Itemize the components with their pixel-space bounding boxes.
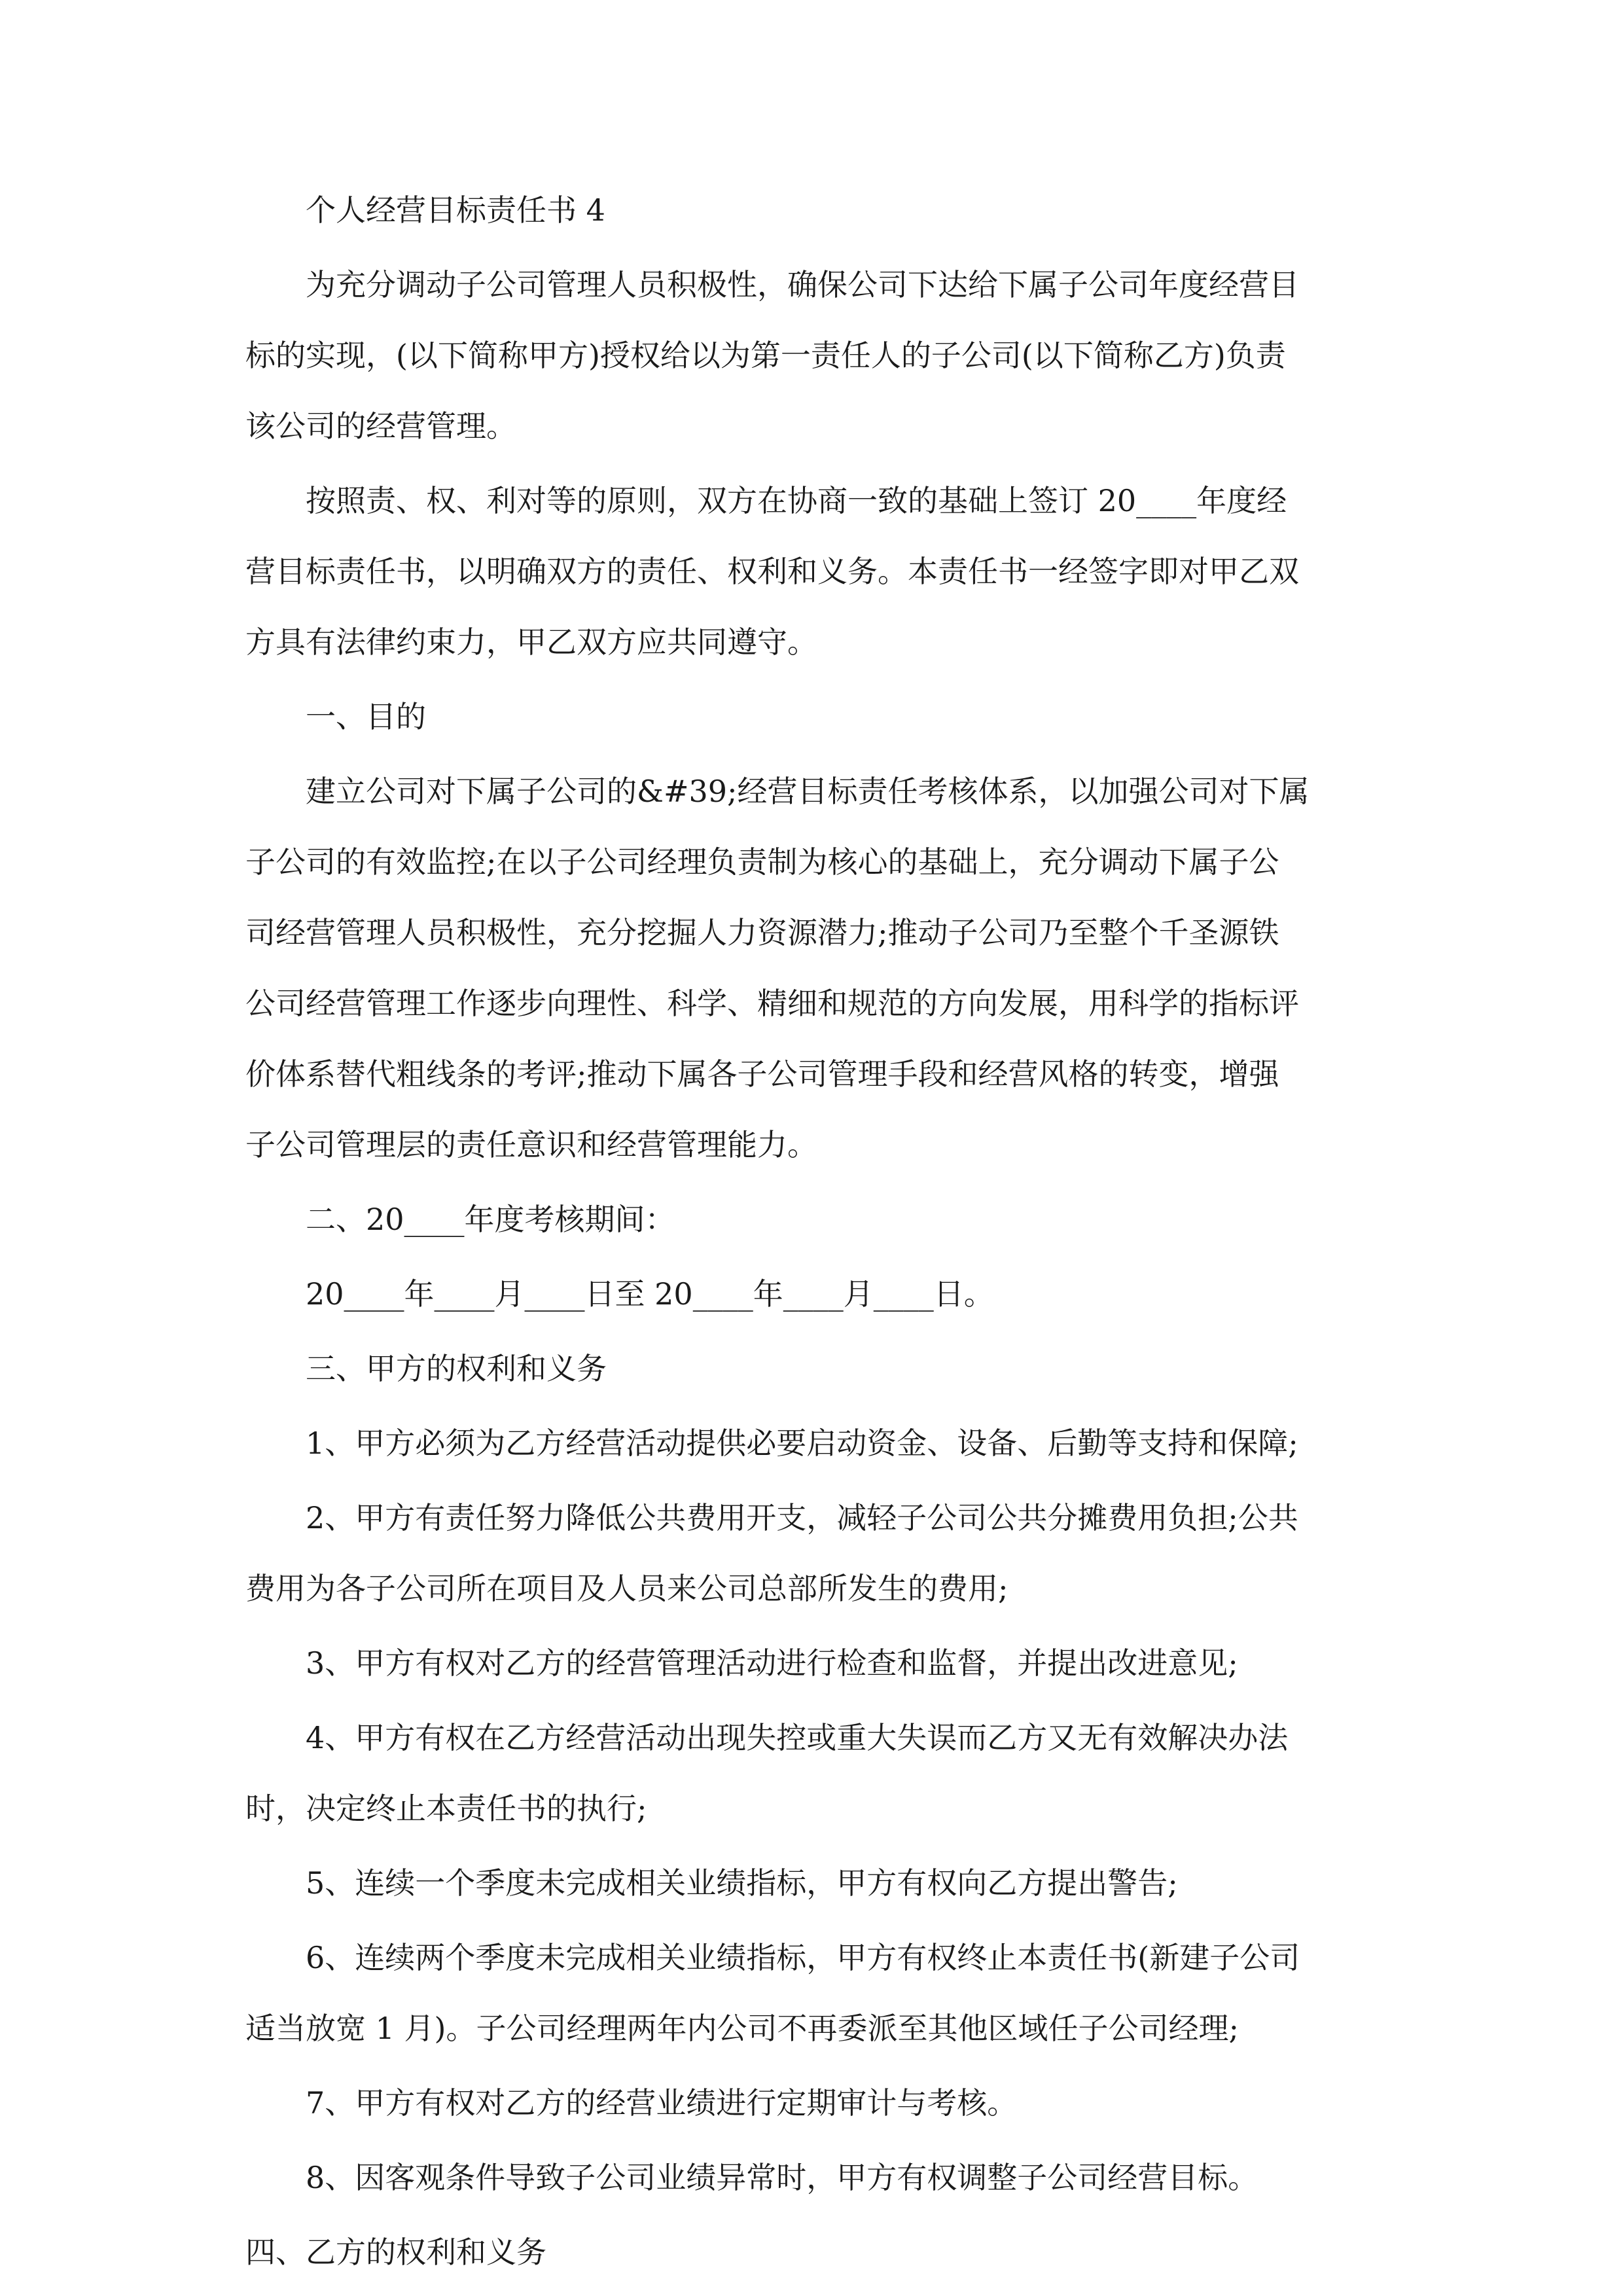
paragraph-line: 8、因客观条件导致子公司业绩异常时，甲方有权调整子公司经营目标。 — [306, 2160, 1258, 2195]
paragraph-line: 营目标责任书，以明确双方的责任、权利和义务。本责任书一经签字即对甲乙双 — [245, 554, 1299, 589]
document-title: 个人经营目标责任书 4 — [306, 192, 605, 228]
section-heading-party-b-rights: 四、乙方的权利和义务 — [245, 2234, 546, 2270]
assessment-period-dates: 20____年____月____日至 20____年____月____日。 — [306, 1276, 994, 1312]
paragraph-line: 4、甲方有权在乙方经营活动出现失控或重大失误而乙方又无有效解决办法 — [306, 1720, 1289, 1755]
party-a-item-6 — [245, 1941, 1384, 2045]
paragraph-line: 建立公司对下属子公司的&#39;经营目标责任考核体系，以加强公司对下属 — [306, 774, 1310, 809]
purpose-paragraph — [245, 775, 1384, 1161]
paragraph-line: 司经营管理人员积极性，充分挖掘人力资源潜力;推动子公司乃至整个千圣源铁 — [245, 915, 1279, 950]
paragraph-line: 公司经营管理工作逐步向理性、科学、精细和规范的方向发展，用科学的指标评 — [245, 986, 1299, 1021]
document-body — [245, 194, 1384, 2269]
party-a-item-1 — [245, 1427, 1384, 1460]
paragraph-line: 6、连续两个季度未完成相关业绩指标，甲方有权终止本责任书(新建子公司 — [306, 1940, 1300, 1975]
paragraph-line: 3、甲方有权对乙方的经营管理活动进行检查和监督，并提出改进意见; — [306, 1645, 1238, 1681]
paragraph-line: 为充分调动子公司管理人员积极性，确保公司下达给下属子公司年度经营目 — [306, 267, 1299, 302]
paragraph-line: 方具有法律约束力，甲乙双方应共同遵守。 — [245, 624, 817, 660]
paragraph-line: 子公司的有效监控;在以子公司经理负责制为核心的基础上，充分调动下属子公 — [245, 844, 1279, 880]
section-heading-purpose: 一、目的 — [306, 699, 426, 734]
intro-paragraph — [245, 268, 1384, 442]
party-a-item-4 — [245, 1721, 1384, 1825]
paragraph-line: 子公司管理层的责任意识和经营管理能力。 — [245, 1127, 817, 1162]
party-a-item-7 — [245, 2087, 1384, 2119]
principle-paragraph — [245, 484, 1384, 658]
party-a-item-8 — [245, 2161, 1384, 2194]
paragraph-line: 2、甲方有责任努力降低公共费用开支，减轻子公司公共分摊费用负担;公共 — [306, 1500, 1298, 1535]
paragraph-line: 5、连续一个季度未完成相关业绩指标，甲方有权向乙方提出警告; — [306, 1865, 1178, 1901]
paragraph-line: 费用为各子公司所在项目及人员来公司总部所发生的费用; — [245, 1571, 1008, 1606]
paragraph-line: 价体系替代粗线条的考评;推动下属各子公司管理手段和经营风格的转变，增强 — [245, 1056, 1279, 1092]
paragraph-line: 时，决定终止本责任书的执行; — [245, 1791, 647, 1826]
paragraph-line: 适当放宽 1 月)。子公司经理两年内公司不再委派至其他区域任子公司经理; — [245, 2011, 1239, 2046]
party-a-item-2 — [245, 1501, 1384, 1605]
paragraph-line: 1、甲方必须为乙方经营活动提供必要启动资金、设备、后勤等支持和保障; — [306, 1426, 1298, 1461]
section-heading-party-a-rights: 三、甲方的权利和义务 — [306, 1351, 607, 1386]
section-heading-assessment-period: 二、20____年度考核期间： — [306, 1202, 675, 1237]
paragraph-line: 标的实现，(以下简称甲方)授权给以为第一责任人的子公司(以下简称乙方)负责 — [245, 338, 1286, 373]
party-a-item-5 — [245, 1867, 1384, 1899]
paragraph-line: 7、甲方有权对乙方的经营业绩进行定期审计与考核。 — [306, 2085, 1018, 2121]
paragraph-line: 该公司的经营管理。 — [245, 408, 516, 444]
party-a-item-3 — [245, 1647, 1384, 1679]
paragraph-line: 按照责、权、利对等的原则，双方在协商一致的基础上签订 20____年度经 — [306, 483, 1287, 518]
